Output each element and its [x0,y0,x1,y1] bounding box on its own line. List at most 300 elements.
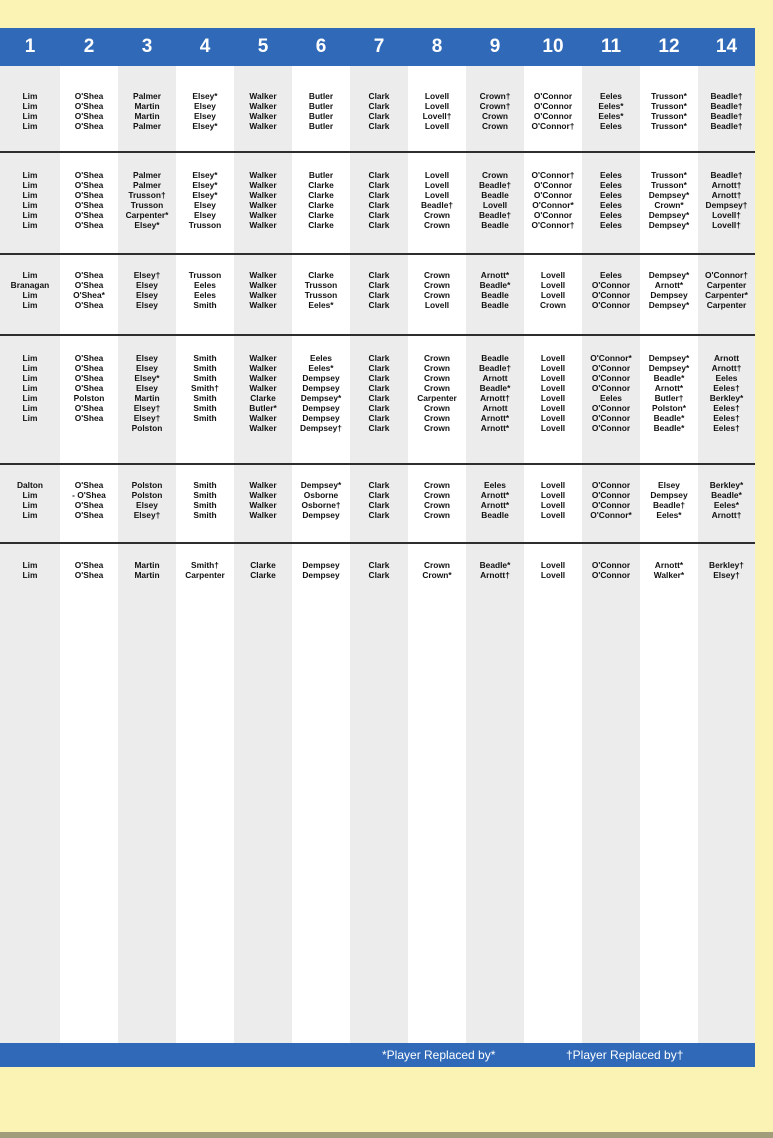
player-cell: Crown [423,290,451,300]
player-cell: Walker [249,170,277,180]
player-cell: Elsey* [192,190,218,200]
player-cell: Polston [73,393,105,403]
player-cell: O'Shea [74,570,104,580]
player-cell: Beadle† [710,121,743,131]
player-cell: Dempsey* [648,220,690,230]
section-divider [0,151,755,153]
player-cell: Lim [22,121,38,131]
player-cell: Walker [249,300,277,310]
player-cell: O'Connor [591,300,631,310]
player-cell: Branagan [10,280,50,290]
player-cell: O'Connor [591,413,631,423]
player-cell: O'Shea [74,510,104,520]
player-cell: Lim [22,300,38,310]
player-cell: Crown [423,363,451,373]
player-cell: Lim [22,373,38,383]
player-cell: Lim [22,353,38,363]
player-cell: Walker [249,270,277,280]
player-cell: Arnott [713,353,740,363]
player-cell: O'Shea [74,270,104,280]
player-cell: Lim [22,220,38,230]
player-cell: Dempsey* [648,270,690,280]
player-cell: Walker [249,220,277,230]
player-cell: Eeles* [598,101,624,111]
player-cell: Arnott* [480,270,510,280]
player-cell: Lovell [424,170,450,180]
player-cell: Walker* [653,570,685,580]
footer-note-asterisk: *Player Replaced by* [382,1048,496,1062]
player-cell: - O'Shea [72,490,106,500]
player-cell: Lovell [540,290,566,300]
player-cell: Elsey [136,280,158,290]
player-cell: Trusson* [651,101,687,111]
player-cell: Clarke [308,190,334,200]
player-cell: Walker [249,180,277,190]
player-cell: Walker [249,383,277,393]
player-cell: Elsey† [133,413,161,423]
player-cell: Elsey [136,300,158,310]
player-cell: O'Connor [533,210,573,220]
player-cell: O'Connor [533,111,573,121]
player-cell: Lim [22,500,38,510]
player-cell: Lovell [424,300,450,310]
player-cell: Walker [249,200,277,210]
player-cell: Beadle* [711,490,742,500]
column-header: 8 [431,36,443,57]
player-cell: Clarke [308,220,334,230]
player-cell: O'Connor [591,500,631,510]
player-cell: Butler† [654,393,684,403]
player-cell: Lim [22,91,38,101]
player-cell: Smith† [191,560,219,570]
player-cell: Martin [134,111,160,121]
player-cell: Dempsey* [300,393,342,403]
player-cell: Elsey* [192,170,218,180]
player-cell: Carpenter [417,393,457,403]
player-cell: Crown [481,111,509,121]
player-cell: Arnott† [711,510,742,520]
player-cell: Palmer [133,180,161,190]
player-cell: Lovell [424,121,450,131]
player-cell: Clark [368,180,390,190]
player-cell: Crown [423,280,451,290]
player-cell: Walker [249,373,277,383]
player-cell: O'Shea [74,500,104,510]
footer-bar [0,1043,755,1067]
player-cell: O'Shea [74,210,104,220]
player-cell: Elsey [136,383,158,393]
player-cell: Beadle† [710,91,743,101]
player-cell: Martin [134,101,160,111]
player-cell: Eeles* [598,111,624,121]
player-cell: Carpenter* [125,210,169,220]
player-cell: Trusson [188,220,222,230]
player-cell: Trusson* [651,91,687,101]
player-cell: Martin [134,570,160,580]
column-header: 5 [257,36,269,57]
player-cell: Eeles* [308,363,334,373]
player-cell: O'Connor† [531,121,575,131]
player-cell: Walker [249,353,277,363]
player-cell: Dempsey [302,510,340,520]
player-cell: Lim [22,560,38,570]
player-cell: Crown [481,121,509,131]
player-cell: Lovell [540,363,566,373]
player-cell: Clark [368,270,390,280]
player-cell: Smith [193,490,217,500]
player-cell: O'Connor [591,423,631,433]
player-cell: Crown [423,220,451,230]
player-cell: Crown [423,413,451,423]
player-cell: O'Connor [533,190,573,200]
player-cell: Crown [423,353,451,363]
player-cell: Lovell [540,383,566,393]
player-cell: Eeles* [713,500,740,510]
player-cell: Berkley† [709,560,744,570]
player-cell: Clark [368,300,390,310]
player-cell: O'Shea [74,190,104,200]
player-cell: Smith [193,373,217,383]
player-cell: Walker [249,423,277,433]
player-cell: Trusson* [651,170,687,180]
player-cell: Walker [249,280,277,290]
player-cell: Clark [368,480,390,490]
player-cell: Polston [131,480,163,490]
player-cell: Walker [249,210,277,220]
player-cell: Eeles [310,353,332,363]
player-cell: Clark [368,170,390,180]
player-cell: Walker [249,413,277,423]
section-divider [0,253,755,255]
player-cell: Beadle† [420,200,454,210]
player-cell: Lovell [540,353,566,363]
column-header: 14 [715,36,738,57]
player-cell: Crown [481,170,509,180]
player-cell: Crown† [479,101,511,111]
player-cell: Lim [22,180,38,190]
player-cell: Crown [423,500,451,510]
player-cell: Trusson* [651,121,687,131]
player-cell: Eeles [600,190,622,200]
player-cell: Elsey† [133,510,161,520]
player-cell: Eeles [600,210,622,220]
player-cell: O'Connor† [531,170,575,180]
player-cell: Clark [368,280,390,290]
player-cell: Beadle [481,300,509,310]
player-cell: Arnott† [711,363,742,373]
player-cell: Clarke [308,200,334,210]
player-cell: O'Shea [74,101,104,111]
player-cell: Polston [131,490,163,500]
player-cell: Dempsey* [300,480,342,490]
player-cell: Walker [249,91,277,101]
player-cell: Elsey† [133,270,161,280]
player-cell: O'Connor [591,383,631,393]
player-cell: Elsey* [134,220,160,230]
player-cell: Trusson [304,280,338,290]
player-cell: O'Shea [74,220,104,230]
player-cell: Carpenter [706,280,747,290]
player-cell: Clark [368,570,390,580]
player-cell: Smith [193,403,217,413]
player-cell: Clark [368,220,390,230]
player-cell: O'Shea [74,300,104,310]
player-cell: Smith [193,413,217,423]
column-header: 7 [373,36,385,57]
player-cell: Walker [249,363,277,373]
player-cell: Clark [368,290,390,300]
player-cell: Beadle† [710,170,743,180]
column-header: 6 [315,36,327,57]
player-cell: Beadle* [479,383,511,393]
player-cell: O'Connor [591,490,631,500]
player-cell: O'Connor [591,403,631,413]
player-cell: Eeles [600,200,622,210]
player-cell: Beadle† [710,111,743,121]
player-cell: Walker [249,121,277,131]
player-cell: Eeles† [713,413,740,423]
player-cell: Lim [22,413,38,423]
player-cell: Lim [22,403,38,413]
player-cell: Clark [368,111,390,121]
player-cell: Beadle* [479,280,511,290]
player-cell: Trusson [304,290,338,300]
player-cell: Arnott [482,403,508,413]
player-cell: Lim [22,490,38,500]
player-cell: Dempsey [302,403,340,413]
player-cell: Berkley* [709,480,744,490]
player-cell: Dempsey† [705,200,748,210]
player-cell: Arnott* [480,423,510,433]
player-cell: Clark [368,413,390,423]
player-cell: Butler [308,121,334,131]
player-cell: Clarke [308,210,334,220]
player-cell: Beadle† [710,101,743,111]
player-cell: Elsey [136,290,158,300]
player-cell: Dempsey [650,290,688,300]
section-divider [0,542,755,544]
player-cell: Dempsey [650,490,688,500]
player-cell: Lim [22,200,38,210]
player-cell: Walker [249,500,277,510]
player-cell: O'Connor [533,101,573,111]
player-cell: Clark [368,490,390,500]
player-cell: Beadle [481,190,509,200]
player-cell: Dempsey [302,383,340,393]
column-header: 9 [489,36,501,57]
player-cell: Lovell [540,560,566,570]
player-cell: Butler [308,91,334,101]
player-cell: Lovell [424,101,450,111]
player-cell: Lovell [540,403,566,413]
player-cell: Carpenter [185,570,225,580]
column-header: 1 [24,36,36,57]
player-cell: O'Shea [74,373,104,383]
player-cell: Lovell [424,180,450,190]
player-cell: Arnott† [480,570,510,580]
player-cell: O'Shea [74,200,104,210]
player-cell: O'Connor [533,91,573,101]
player-cell: Clark [368,210,390,220]
player-cell: O'Shea* [73,290,105,300]
column-header: 12 [658,36,680,57]
player-cell: Crown [423,403,451,413]
player-cell: Clarke [250,393,276,403]
player-cell: Lim [22,363,38,373]
player-cell: Lovell [540,570,566,580]
player-cell: Crown [423,373,451,383]
player-cell: Dempsey [302,373,340,383]
player-cell: Dempsey* [648,210,690,220]
player-cell: O'Connor [591,290,631,300]
player-cell: Butler* [249,403,277,413]
player-cell: Lovell† [712,220,741,230]
player-cell: Walker [249,490,277,500]
player-cell: Beadle* [653,373,685,383]
player-cell: O'Connor* [532,200,574,210]
player-cell: O'Shea [74,180,104,190]
player-cell: O'Connor [591,480,631,490]
player-cell: Clark [368,383,390,393]
player-cell: Beadle* [653,423,685,433]
player-cell: Eeles* [656,510,682,520]
player-cell: Elsey* [192,180,218,190]
player-cell: Eeles [600,170,622,180]
player-cell: Smith [193,393,217,403]
player-cell: Clark [368,363,390,373]
player-cell: Dempsey [302,413,340,423]
player-cell: Beadle [481,290,509,300]
player-cell: Crown* [654,200,684,210]
player-cell: Eeles [600,220,622,230]
player-cell: Clark [368,101,390,111]
player-cell: Smith [193,353,217,363]
player-cell: Dempsey* [648,353,690,363]
player-cell: Carpenter [706,300,747,310]
player-cell: O'Connor [533,180,573,190]
bottom-rule [0,1132,773,1138]
player-cell: Lovell [424,190,450,200]
player-cell: Eeles [715,373,738,383]
player-cell: Crown [423,423,451,433]
column-header: 11 [600,36,622,57]
player-cell: O'Connor [591,373,631,383]
player-cell: Lovell [540,393,566,403]
player-cell: O'Connor† [531,220,575,230]
player-cell: Berkley* [709,393,744,403]
player-cell: Osborne† [301,500,341,510]
player-cell: O'Shea [74,111,104,121]
player-cell: Trusson* [651,180,687,190]
player-cell: Lim [22,210,38,220]
player-cell: Trusson [188,270,222,280]
player-cell: Elsey [194,111,216,121]
player-cell: Lim [22,101,38,111]
section-divider [0,463,755,465]
player-cell: O'Shea [74,480,104,490]
player-cell: Eeles† [713,403,740,413]
player-cell: Elsey [136,353,158,363]
player-cell: Lovell [482,200,508,210]
player-cell: O'Shea [74,121,104,131]
player-cell: Dempsey* [648,190,690,200]
player-cell: Lovell [540,490,566,500]
player-cell: Elsey [194,200,216,210]
player-cell: Dalton [16,480,44,490]
player-cell: Clark [368,121,390,131]
lineup-table [0,66,755,1043]
player-cell: Eeles† [713,423,740,433]
player-cell: Smith† [191,383,219,393]
player-cell: Crown [423,270,451,280]
player-cell: O'Connor* [590,353,632,363]
player-cell: Clark [368,510,390,520]
column-header-bar [0,28,755,66]
player-cell: Butler [308,111,334,121]
player-cell: O'Shea [74,170,104,180]
player-cell: O'Shea [74,403,104,413]
footer-note-dagger: †Player Replaced by† [566,1048,684,1062]
player-cell: Palmer [133,91,161,101]
player-cell: Arnott* [654,280,684,290]
player-cell: Eeles [484,480,506,490]
player-cell: Lovell† [422,111,452,121]
player-cell: Lim [22,111,38,121]
player-cell: Crown* [422,570,452,580]
player-cell: Lim [22,170,38,180]
player-cell: Polston [131,423,163,433]
player-cell: Eeles [194,280,216,290]
player-cell: Walker [249,111,277,121]
player-cell: Trusson [130,200,164,210]
player-cell: O'Shea [74,91,104,101]
player-cell: Crown† [479,91,511,101]
player-cell: Walker [249,480,277,490]
player-cell: Crown [539,300,567,310]
player-cell: Osborne [303,490,339,500]
player-cell: Lim [22,190,38,200]
player-cell: Smith [193,480,217,490]
player-cell: Smith [193,363,217,373]
player-cell: Lim [22,290,38,300]
player-cell: Elsey [658,480,680,490]
player-cell: Lim [22,570,38,580]
player-cell: Arnott* [480,490,510,500]
player-cell: Walker [249,101,277,111]
player-cell: O'Shea [74,413,104,423]
player-cell: Lovell [540,500,566,510]
player-cell: Crown [423,560,451,570]
player-cell: Clarke [250,570,276,580]
player-cell: Smith [193,500,217,510]
player-cell: Elsey* [134,373,160,383]
player-cell: Clark [368,393,390,403]
player-cell: Crown [423,490,451,500]
player-cell: Walker [249,190,277,200]
player-cell: Crown [423,210,451,220]
player-cell: Palmer [133,121,161,131]
player-cell: Clarke [250,560,276,570]
player-cell: O'Connor [591,363,631,373]
player-cell: O'Shea [74,363,104,373]
player-cell: Clark [368,403,390,413]
player-cell: Dempsey* [648,363,690,373]
player-cell: Elsey [194,210,216,220]
player-cell: Crown [423,510,451,520]
player-cell: Arnott [482,373,508,383]
player-cell: Lovell [540,373,566,383]
player-cell: Palmer [133,170,161,180]
